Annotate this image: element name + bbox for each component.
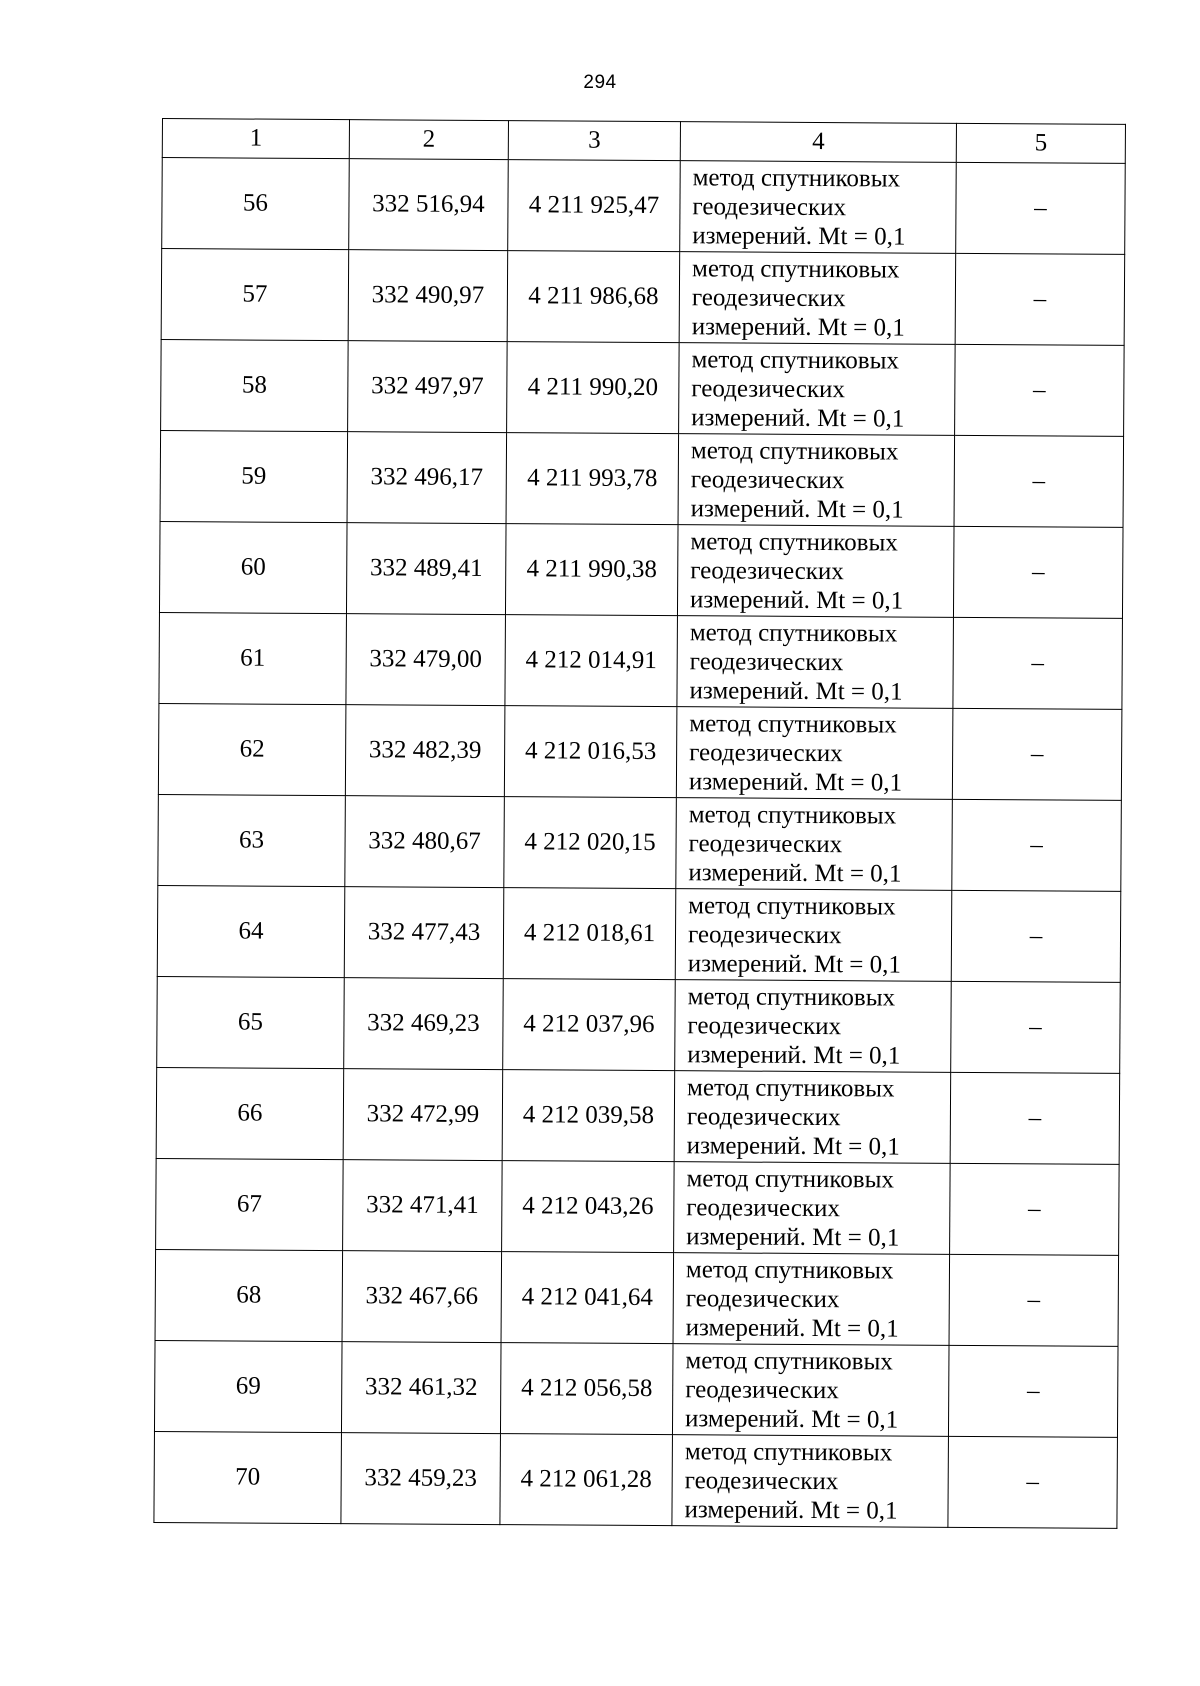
coordinate-x-cell: 332 497,97 — [348, 341, 508, 433]
table-row — [157, 976, 1121, 1073]
coordinate-x-cell: 332 496,17 — [347, 432, 507, 524]
point-number-cell: 68 — [155, 1249, 343, 1341]
method-line: геодезических — [688, 829, 843, 858]
point-number-cell: 67 — [156, 1158, 344, 1250]
method-line: геодезических — [685, 1284, 840, 1313]
method-line: метод спутниковых — [686, 1164, 895, 1193]
note-cell: – — [954, 435, 1124, 527]
method-line: метод спутниковых — [691, 345, 900, 375]
method-line: метод спутниковых — [685, 1255, 894, 1284]
coordinate-x-cell: 332 489,41 — [346, 523, 506, 615]
table-body — [154, 158, 1125, 1529]
coordinate-y-cell: 4 212 020,15 — [504, 797, 677, 889]
method-cell — [677, 616, 954, 709]
coordinate-x-cell: 332 482,39 — [345, 705, 505, 797]
method-cell — [678, 434, 955, 527]
coordinates-table — [153, 118, 1126, 1529]
table-row — [156, 1067, 1120, 1164]
table-row — [159, 612, 1123, 709]
method-cell — [676, 707, 953, 800]
note-cell: – — [948, 1345, 1118, 1437]
method-line: геодезических — [689, 647, 844, 676]
point-number-cell: 58 — [161, 339, 349, 431]
note-cell: – — [953, 526, 1123, 618]
column-header: 2 — [349, 120, 508, 160]
coordinate-y-cell: 4 211 925,47 — [508, 160, 681, 252]
method-line: геодезических — [691, 374, 846, 403]
method-line: метод спутниковых — [688, 891, 896, 920]
method-line: геодезических — [691, 283, 846, 312]
method-line: метод спутниковых — [687, 982, 896, 1011]
coordinate-y-cell: 4 212 039,58 — [502, 1070, 675, 1162]
note-cell: – — [949, 1254, 1119, 1346]
point-number-cell: 65 — [157, 976, 345, 1068]
column-header: 5 — [956, 123, 1125, 163]
coordinate-x-cell: 332 479,00 — [346, 614, 506, 706]
column-header: 4 — [680, 122, 956, 163]
point-number-cell: 69 — [154, 1340, 342, 1432]
method-line: измерений. Mt = 0,1 — [688, 858, 902, 888]
method-line: измерений. Mt = 0,1 — [686, 1131, 900, 1161]
note-cell: – — [953, 617, 1123, 709]
method-line: метод спутниковых — [689, 618, 898, 648]
method-cell — [672, 1344, 949, 1437]
method-line: измерений. Mt = 0,1 — [691, 312, 905, 342]
coordinate-y-cell: 4 212 061,28 — [500, 1434, 673, 1526]
method-line: измерений. Mt = 0,1 — [687, 949, 902, 979]
point-number-cell: 57 — [161, 249, 349, 341]
method-line: метод спутниковых — [688, 800, 897, 829]
coordinate-x-cell: 332 480,67 — [345, 796, 505, 888]
method-line: измерений. Mt = 0,1 — [688, 767, 903, 797]
column-header: 3 — [508, 121, 680, 161]
coordinate-y-cell: 4 212 016,53 — [504, 706, 677, 798]
point-number-cell: 59 — [160, 430, 348, 522]
method-cell — [674, 1071, 951, 1164]
coordinate-y-cell: 4 212 014,91 — [505, 615, 678, 707]
column-header: 1 — [162, 119, 349, 159]
coordinate-x-cell: 332 467,66 — [342, 1251, 502, 1343]
coordinate-x-cell: 332 490,97 — [348, 250, 508, 342]
table-row — [155, 1249, 1119, 1346]
coordinate-y-cell: 4 212 043,26 — [502, 1161, 675, 1253]
table-row — [154, 1431, 1118, 1528]
point-number-cell: 64 — [157, 885, 345, 977]
method-line: геодезических — [687, 1011, 842, 1040]
coordinate-x-cell: 332 472,99 — [343, 1069, 503, 1161]
note-cell: – — [950, 1072, 1120, 1164]
method-line: геодезических — [687, 920, 842, 949]
method-line: геодезических — [684, 1466, 839, 1495]
table-row — [161, 249, 1125, 346]
method-cell — [674, 1162, 951, 1255]
coordinate-y-cell: 4 212 041,64 — [501, 1252, 674, 1344]
table-row — [158, 703, 1122, 800]
coordinate-x-cell: 332 461,32 — [341, 1342, 501, 1434]
coordinate-x-cell: 332 516,94 — [349, 159, 509, 251]
point-number-cell: 66 — [156, 1067, 344, 1159]
note-cell: – — [955, 253, 1125, 345]
table-row — [160, 430, 1124, 527]
coordinate-y-cell: 4 211 990,20 — [507, 342, 680, 434]
method-line: измерений. Mt = 0,1 — [687, 1040, 901, 1070]
point-number-cell: 63 — [158, 794, 346, 886]
method-cell — [679, 343, 956, 436]
method-line: метод спутниковых — [687, 1073, 895, 1102]
coordinate-y-cell: 4 211 993,78 — [506, 433, 679, 525]
note-cell: – — [951, 890, 1121, 982]
method-line: метод спутниковых — [689, 709, 897, 738]
method-line: измерений. Mt = 0,1 — [689, 676, 903, 706]
method-line: геодезических — [686, 1193, 841, 1222]
method-line: измерений. Mt = 0,1 — [685, 1313, 899, 1343]
method-line: метод спутниковых — [684, 1437, 893, 1466]
method-line: измерений. Mt = 0,1 — [686, 1222, 900, 1252]
page-number: 294 — [583, 72, 617, 93]
method-line: метод спутниковых — [685, 1346, 893, 1375]
method-cell — [672, 1435, 949, 1528]
note-cell: – — [955, 344, 1125, 436]
note-cell: – — [952, 708, 1122, 800]
method-cell — [673, 1253, 950, 1346]
method-line: измерений. Mt = 0,1 — [691, 403, 905, 433]
method-line: метод спутниковых — [692, 254, 900, 284]
method-cell — [680, 161, 957, 254]
table-row — [156, 1158, 1120, 1255]
coordinate-y-cell: 4 212 018,61 — [503, 888, 676, 980]
method-line: метод спутниковых — [690, 527, 898, 557]
note-cell: – — [948, 1436, 1118, 1528]
coordinate-y-cell: 4 212 037,96 — [503, 979, 676, 1071]
method-cell — [675, 980, 952, 1073]
note-cell: – — [951, 981, 1121, 1073]
method-line: геодезических — [690, 465, 845, 494]
table-row — [154, 1340, 1118, 1437]
coordinate-x-cell: 332 469,23 — [344, 978, 504, 1070]
method-line: измерений. Mt = 0,1 — [684, 1404, 899, 1434]
method-line: измерений. Mt = 0,1 — [690, 494, 904, 524]
point-number-cell: 60 — [159, 521, 347, 613]
coordinate-x-cell: 332 477,43 — [344, 887, 504, 979]
note-cell: – — [950, 1163, 1120, 1255]
table-header — [162, 119, 1125, 164]
method-line: измерений. Mt = 0,1 — [684, 1495, 898, 1525]
note-cell: – — [952, 799, 1122, 891]
point-number-cell: 61 — [159, 612, 347, 704]
method-line: метод спутниковых — [692, 163, 901, 193]
note-cell: – — [956, 162, 1126, 254]
point-number-cell: 56 — [162, 158, 350, 250]
table-row — [161, 339, 1125, 436]
method-line: геодезических — [685, 1375, 839, 1404]
method-cell — [676, 798, 953, 891]
method-cell — [675, 889, 952, 982]
coordinate-y-cell: 4 211 986,68 — [507, 251, 680, 343]
table-row — [159, 521, 1123, 618]
method-line: геодезических — [686, 1102, 841, 1131]
point-number-cell: 70 — [154, 1431, 342, 1523]
method-cell — [677, 525, 954, 618]
method-line: измерений. Mt = 0,1 — [689, 585, 904, 615]
method-line: метод спутниковых — [690, 436, 899, 466]
method-line: измерений. Mt = 0,1 — [692, 221, 906, 251]
table-row — [157, 885, 1121, 982]
coordinate-y-cell: 4 212 056,58 — [500, 1343, 673, 1435]
method-line: геодезических — [689, 738, 843, 767]
method-line: геодезических — [692, 192, 847, 221]
table-row — [158, 794, 1122, 891]
method-cell — [679, 252, 956, 345]
header-row — [162, 119, 1125, 164]
coordinate-x-cell: 332 471,41 — [343, 1160, 503, 1252]
point-number-cell: 62 — [158, 703, 346, 795]
coordinate-y-cell: 4 211 990,38 — [505, 524, 678, 616]
table-row — [162, 158, 1126, 255]
method-line: геодезических — [690, 556, 844, 585]
coordinate-x-cell: 332 459,23 — [341, 1433, 501, 1525]
